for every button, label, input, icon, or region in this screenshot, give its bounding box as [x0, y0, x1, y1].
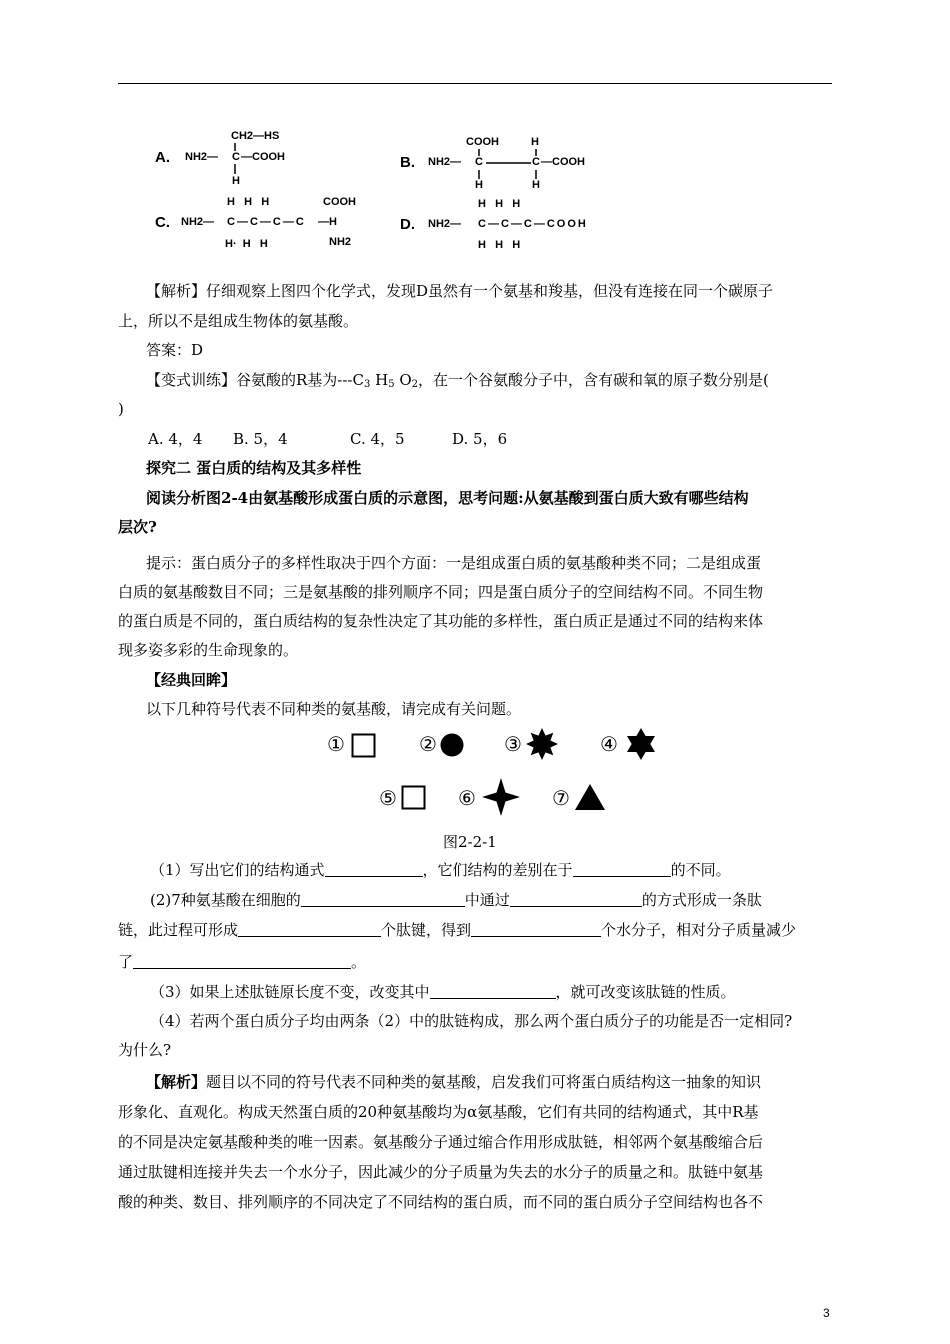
option-a: A. 4，4 [148, 430, 203, 448]
formula-d-left: NH2— [428, 218, 462, 230]
symbols-intro: 以下几种符号代表不同种类的氨基酸，请完成有关问题。 [146, 700, 522, 718]
option-c: C. 4，5 [350, 430, 405, 448]
formula-c-bottom-right: NH2 [329, 236, 352, 248]
analysis-line-1: 【解析】仔细观察上图四个化学式，发现D虽然有一个氨基和羧基，但没有连接在同一个碳原子 [146, 282, 774, 300]
formula-a-left: NH2— [185, 151, 219, 163]
formula-c [155, 193, 385, 253]
question-line-2: 层次? [118, 518, 157, 536]
formula-a-bonds [155, 128, 355, 188]
question-2-line-3: 了 。 [118, 953, 367, 971]
formula-d-chain: C—C—C—COOH [478, 218, 588, 230]
formula-c-chain: C—C—C—C [227, 216, 306, 228]
formula-b-c2: C [532, 156, 540, 168]
symbol-6-num: ⑥ [458, 786, 476, 810]
formula-b-bottom2: H [532, 179, 540, 191]
formula-b-bonds [400, 133, 620, 193]
answer-line: 答案：D [146, 341, 204, 359]
figure-caption: 图2-2-1 [443, 833, 497, 851]
square-outline-icon-2 [401, 785, 427, 811]
formula-b-right: —COOH [541, 156, 585, 168]
formula-d-label: D. [400, 216, 415, 233]
analysis-2-line-1: 【解析】题目以不同的符号代表不同种类的氨基酸，启发我们可将蛋白质结构这一抽象的知识 [146, 1073, 762, 1091]
formula-c-side-right: —H [318, 216, 337, 228]
hint-line-1: 提示：蛋白质分子的多样性取决于四个方面：一是组成蛋白质的氨基酸种类不同；二是组成蛋 [146, 554, 762, 572]
variant-training-close: ) [118, 400, 124, 418]
symbol-3-num: ③ [504, 732, 522, 756]
formula-b [400, 133, 620, 193]
filled-triangle-icon [574, 783, 606, 811]
symbol-5-num: ⑤ [379, 786, 397, 810]
symbol-2-num: ② [419, 732, 437, 756]
formula-a-center: C [232, 151, 240, 163]
formula-c-label: C. [155, 214, 170, 231]
formula-a [155, 128, 355, 188]
formula-b-left: NH2— [428, 156, 462, 168]
formula-d [400, 195, 620, 255]
question-1: （1）写出它们的结构通式 ，它们结构的差别在于 的不同。 [150, 861, 731, 879]
six-point-star-icon [624, 727, 658, 761]
option-b: B. 5，4 [233, 430, 288, 448]
option-d: D. 5，6 [452, 430, 508, 448]
formula-a-label: A. [155, 149, 170, 166]
question-2-line-2: 链，此过程可形成 个肽键，得到 个水分子，相对分子质量减少 [118, 921, 797, 939]
question-4-line-1: （4）若两个蛋白质分子均由两条（2）中的肽链构成，那么两个蛋白质分子的功能是否一定相同? [150, 1012, 793, 1030]
formula-a-right: —COOH [241, 151, 285, 163]
formula-b-c1: C [475, 156, 483, 168]
symbol-7-num: ⑦ [552, 786, 570, 810]
formula-b-label: B. [400, 154, 415, 171]
question-4-line-2: 为什么? [118, 1041, 172, 1059]
formula-c-bottom: H· H H [225, 238, 268, 250]
four-point-star-icon [481, 777, 521, 817]
formula-a-bottom: H [232, 175, 240, 187]
classic-review-heading: 【经典回眸】 [146, 671, 237, 689]
formula-b-top1: COOH [466, 136, 499, 148]
analysis-2-line-4: 通过肽键相连接并失去一个水分子，因此减少的分子质量为失去的水分子的质量之和。肽链中氨基 [118, 1163, 764, 1181]
analysis-line-2: 上，所以不是组成生物体的氨基酸。 [118, 312, 359, 330]
variant-training-line: 【变式训练】谷氨酸的R基为$---C_3$ $H_5$ $O_2$，在一个谷氨酸分子中，含有碳和氧的原子数分别是( [146, 371, 769, 390]
analysis-2-line-5: 酸的种类、数目、排列顺序的不同决定了不同结构的蛋白质，而不同的蛋白质分子空间结构也各不 [118, 1193, 764, 1211]
hint-line-3: 的蛋白质是不同的，蛋白质结构的复杂性决定了其功能的多样性，蛋白质正是通过不同的结构来体 [118, 612, 764, 630]
page-number: 3 [823, 1306, 830, 1320]
question-3: （3）如果上述肽链原长度不变，改变其中 ，就可改变该肽链的性质。 [150, 983, 736, 1001]
hint-line-4: 现多姿多彩的生命现象的。 [118, 641, 299, 659]
header-rule [118, 83, 832, 84]
hint-line-2: 白质的氨基酸数目不同；三是氨基酸的排列顺序不同；四是蛋白质分子的空间结构不同。不同生物 [118, 583, 764, 601]
formula-a-r-group: CH2—HS [231, 130, 280, 142]
formula-d-bottom: H H H [478, 239, 521, 251]
formula-d-top: H H H [478, 198, 521, 210]
formula-b-top2: H [531, 136, 539, 148]
formula-c-left: NH2— [181, 216, 215, 228]
analysis-2-line-2: 形象化、直观化。构成天然蛋白质的20种氨基酸均为α氨基酸，它们有共同的结构通式，其中R基 [118, 1103, 759, 1121]
symbol-4-num: ④ [600, 732, 618, 756]
section-heading: 探究二 蛋白质的结构及其多样性 [146, 459, 362, 477]
formula-c-top-right: COOH [323, 196, 356, 208]
formula-b-bottom1: H [475, 179, 483, 191]
analysis-2-line-3: 的不同是决定氨基酸种类的唯一因素。氨基酸分子通过缩合作用形成肽链，相邻两个氨基酸缩合后 [118, 1133, 764, 1151]
filled-circle-icon [439, 732, 465, 758]
eight-point-star-icon [525, 727, 559, 761]
question-line-1: 阅读分析图2-4由氨基酸形成蛋白质的示意图，思考问题:从氨基酸到蛋白质大致有哪些结构 [146, 489, 749, 507]
square-outline-icon [351, 733, 377, 759]
formula-c-top: H H H [227, 196, 270, 208]
symbol-1-num: ① [327, 732, 345, 756]
question-2-line-1: (2)7种氨基酸在细胞的 中通过 的方式形成一条肽 [150, 891, 762, 909]
